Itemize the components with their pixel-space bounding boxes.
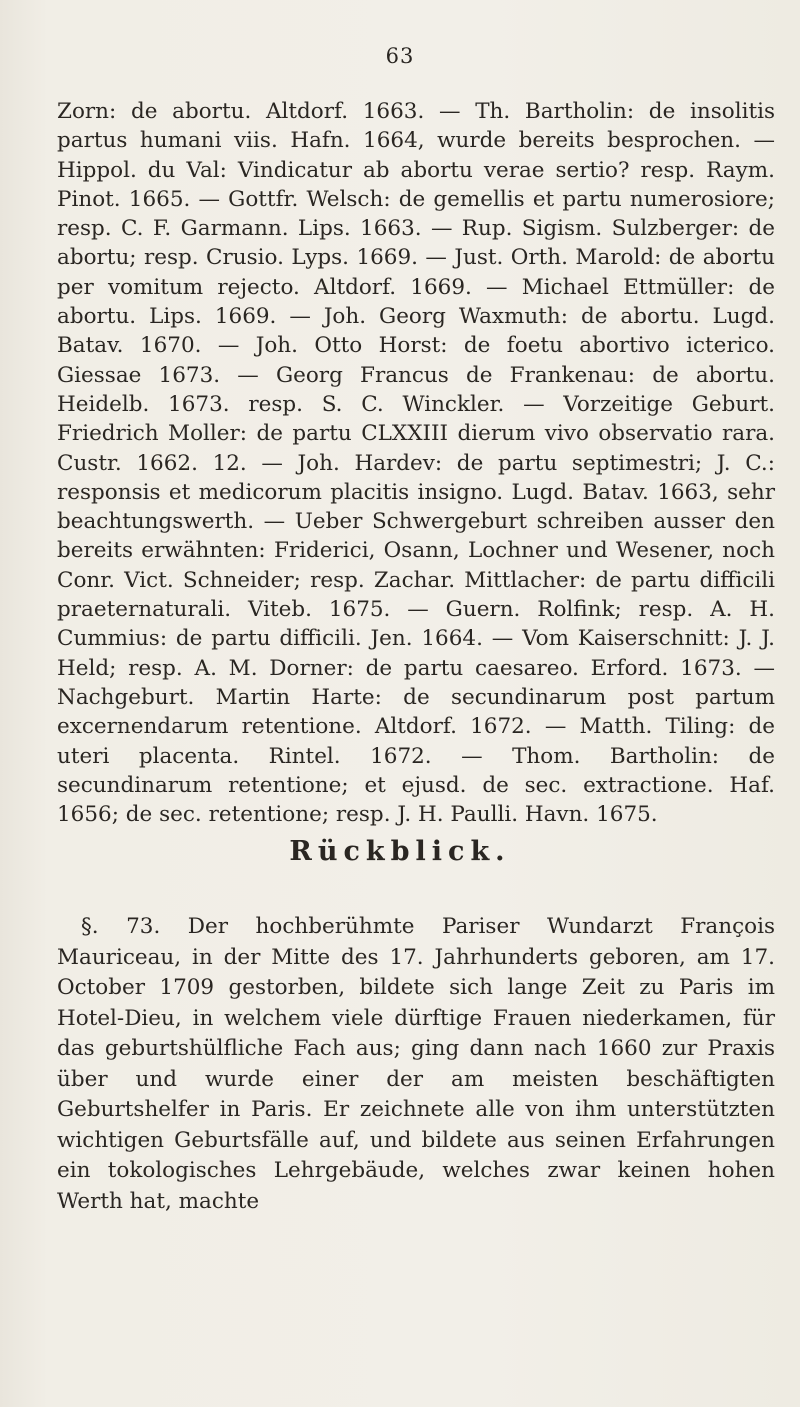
section-73 bbox=[57, 912, 775, 1217]
section-heading: Rückblick. bbox=[289, 836, 511, 867]
references-paragraph bbox=[57, 97, 775, 829]
references-text: Zorn: de abortu. Altdorf. 1663. — Th. Bartholin: de insolitis partus humani viis. Hafn. 1664, wurde bereits besprochen. — Hippol. du Val: Vindicatur ab abortu verae sertio? resp. Raym. Pinot. 1665. — Gottfr. Welsch: de gemellis et partu numerosiore; resp. C. F. Garmann. Lips. 1663. — Rup. Sigism. Sulzberger: de abortu; resp. Crusio. Lyps. 1669. — Just. Orth. Marold: de abortu per vomitum rejecto. Altdorf. 1669. — Michael Ettmüller: de abortu. Lips. 1669. — Joh. Georg Waxmuth: de abortu. Lugd. Batav. 1670. — Joh. Otto Horst: de foetu abortivo icterico. Giessae 1673. — Georg Francus de Frankenau: de abortu. Heidelb. 1673. resp. S. C. Winckler. — Vorzeitige Geburt. Friedrich Moller: de partu CLXXIII dierum vivo observatio rara. Custr. 1662. 12. — Joh. Hardev: de partu septimestri; J. C.: responsis et medicorum placitis insigno. Lugd. Batav. 1663, sehr beachtungswerth. — Ueber Schwergeburt schreiben ausser den bereits erwähnten: Friderici, Osann, Lochner und Wesener, noch Conr. Vict. Schneider; resp. Zachar. Mittlacher: de partu difficili praeternaturali. Viteb. 1675. — Guern. Rolfink; resp. A. H. Cummius: de partu difficili. Jen. 1664. — Vom Kaiserschnitt: J. J. Held; resp. A. M. Dorner: de partu caesareo. Erford. 1673. — Nachgeburt. Martin Harte: de secundinarum post partum excernendarum retentione. Altdorf. 1672. — Matth. Tiling: de uteri placenta. Rintel. 1672. — Thom. Bartholin: de secundinarum retentione; et ejusd. de sec. extractione. Haf. 1656; de sec. retentione; resp. J. H. Paulli. Havn. 1675. bbox=[57, 99, 775, 828]
section-73-text: §. 73. Der hochberühmte Pariser Wundarzt François Mauriceau, in der Mitte des 17. Jahrhunderts geboren, am 17. October 1709 gestorben, bildete sich lange Zeit zu Paris im Hotel-Dieu, in welchem viele dürftige Frauen niederkamen, für das geburtshülfliche Fach aus; ging dann nach 1660 zur Praxis über und wurde einer der am meisten beschäftigten Geburtshelfer in Paris. Er zeichnete alle von ihm unterstützten wichtigen Geburtsfälle auf, und bildete aus seinen Erfahrungen ein tokologisches Lehrgebäude, welches zwar keinen hohen Werth hat, machte bbox=[57, 914, 775, 1214]
page-number: 63 bbox=[385, 44, 415, 68]
